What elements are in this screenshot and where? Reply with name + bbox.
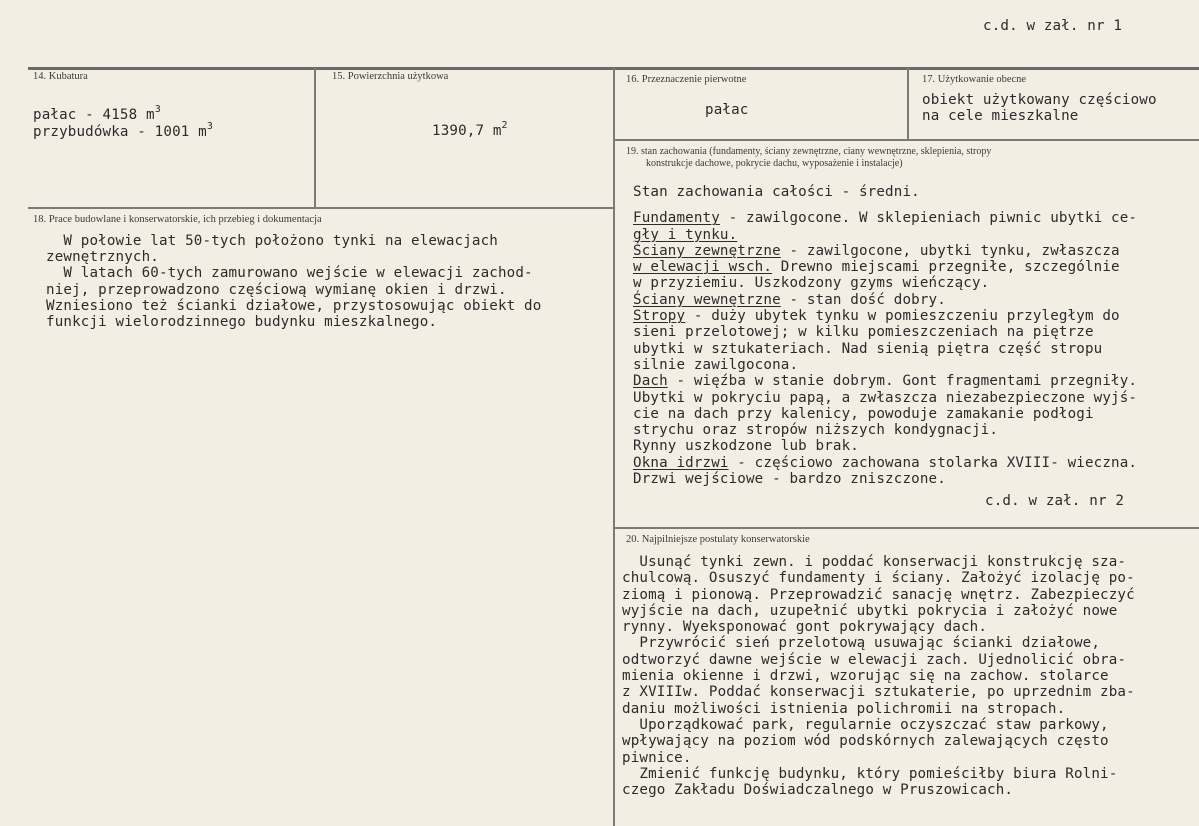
field-20-line: rynny. Wyeksponować gont pokrywający dach. — [622, 619, 988, 636]
field-18-label: 18. Prace budowlane i konserwatorskie, ich przebieg i dokumentacja — [33, 214, 322, 225]
fundamenty-heading: Fundamenty — [633, 210, 720, 227]
field-20-line: wyjście na dach, uzupełnić ubytki pokrycia i założyć nowe — [622, 602, 1118, 619]
sciany-wewn-heading: Ściany wewnętrzne — [633, 291, 781, 308]
sciany-zewn-line: Ściany zewnętrzne - zawilgocone, ubytki tynku, zwłaszcza — [633, 242, 1120, 259]
rule-below-14-15 — [28, 207, 614, 209]
field-15-label: 15. Powierzchnia użytkowa — [332, 71, 449, 82]
field-14-line2: przybudówka - 1001 $m^3$ — [33, 121, 214, 140]
fundamenty-line: Fundamenty - zawilgocone. W sklepieniach piwnic ubytki ce- — [633, 210, 1138, 227]
field-19-label-line1: 19. stan zachowania (fundamenty, ściany zewnętrzne, ciany wewnętrzne, sklepienia, stropy — [626, 146, 992, 157]
field-18-line: W latach 60-tych zamurowano wejście w elewacji zachod- — [46, 265, 533, 282]
fundamenty-line2: gły i tynku. — [633, 226, 738, 243]
field-20-line: Uporządkować park, regularnie oczyszczać staw parkowy, — [622, 716, 1109, 733]
field-20-line: mienia okienne i drzwi, wzorując się na zachow. stolarce — [622, 668, 1109, 685]
dach-line2: Ubytki w pokryciu papą, a zwłaszcza niezabezpieczone wyjś- — [633, 389, 1138, 406]
field-20-line: z XVIIIw. Poddać konserwacji sztukaterie, po uprzednim zba- — [622, 684, 1135, 701]
field-17-line2: na cele mieszkalne — [922, 108, 1079, 124]
field-20-line: odtworzyć dawne wejście w elewacji zach. Ujednolicić obra- — [622, 651, 1127, 668]
divider-left-right — [613, 68, 615, 826]
stropy-line2: sieni przelotowej; w kilku pomieszczeniach na piętrze — [633, 324, 1094, 341]
field-20-text — [622, 554, 1135, 798]
field-20-line: Usunąć tynki zewn. i poddać konserwacji konstrukcję sza- — [622, 554, 1127, 570]
field-20-label: 20. Najpilniejsze postulaty konserwatorskie — [626, 534, 810, 545]
field-20-line: piwnice. — [622, 749, 692, 766]
field-16-value: pałac — [705, 102, 749, 118]
dach-line4: strychu oraz stropów niższych kondygnacji. — [633, 422, 999, 439]
field-18-line: zewnętrznych. — [46, 249, 159, 266]
divider-16-17 — [907, 68, 909, 140]
dach-line: Dach - więźba w stanie dobrym. Gont fragmentami przegniły. — [633, 373, 1138, 390]
field-20-line: czego Zakładu Doświadczalnego w Pruszowicach. — [622, 782, 1014, 799]
field-18-line: niej, przeprowadzono częściową wymianę okien i drzwi. — [46, 281, 507, 298]
field-20-line: wpływający na poziom wód podskórnych zalewających często — [622, 733, 1109, 750]
continuation-note-top: c.d. w zał. nr 1 — [983, 18, 1123, 34]
field-16-label: 16. Przeznaczenie pierwotne — [626, 74, 747, 85]
okna-line: Okna idrzwi - częściowo zachowana stolarka XVIII- wieczna. — [633, 454, 1138, 471]
stropy-line4: silnie zawilgocona. — [633, 356, 799, 373]
field-15-value: 1390,7 $m^2$ — [432, 120, 508, 139]
dach-heading: Dach — [633, 373, 668, 390]
field-20-line: ziomą i pionową. Przeprowadzić sanację wnętrz. Zabezpieczyć — [622, 586, 1135, 603]
field-14-label: 14. Kubatura — [33, 71, 88, 82]
dach-line5: Rynny uszkodzone lub brak. — [633, 438, 859, 455]
field-14-line1: pałac - 4158 $m^3$ — [33, 104, 161, 123]
sciany-wewn-line: Ściany wewnętrzne - stan dość dobry. — [633, 291, 946, 308]
field-18-line: W połowie lat 50-tych położono tynki na elewacjach — [46, 233, 498, 249]
sciany-zewn-heading: Ściany zewnętrzne — [633, 242, 781, 259]
stropy-line3: ubytki w sztukateriach. Nad sienią piętra część stropu — [633, 340, 1103, 357]
divider-14-15 — [314, 68, 316, 208]
stropy-line: Stropy - duży ubytek tynku w pomieszczeniu przyległym do — [633, 308, 1120, 325]
field-18-line: funkcji wielorodzinnego budynku mieszkalnego. — [46, 314, 438, 331]
field-20-line: Zmienić funkcję budynku, który pomieściłby biura Rolni- — [622, 765, 1118, 782]
overall-condition: Stan zachowania całości - średni. — [633, 184, 920, 200]
sciany-zewn-line3: w przyziemiu. Uszkodzony gzyms wieńczący. — [633, 275, 990, 292]
field-19-label-line2: konstrukcje dachowe, pokrycie dachu, wyposażenie i instalacje) — [646, 158, 903, 169]
field-18-text — [46, 233, 541, 330]
field-20-line: chulcową. Osuszyć fundamenty i ściany. Założyć izolację po- — [622, 570, 1135, 587]
field-17-label: 17. Użytkowanie obecne — [922, 74, 1027, 85]
continuation-note-19: c.d. w zał. nr 2 — [985, 493, 1125, 509]
dach-line3: cie na dach przy kalenicy, powoduje zamakanie podłogi — [633, 405, 1094, 422]
field-18-line: Wzniesiono też ścianki działowe, przystosowując obiekt do — [46, 297, 542, 314]
field-20-line: Przywrócić sień przelotową usuwając ścianki działowe, — [622, 635, 1101, 652]
field-20-line: daniu możliwości istnienia polichromii na stropach. — [622, 700, 1066, 717]
field-19-text — [633, 184, 1137, 487]
okna-heading: Okna idrzwi — [633, 454, 729, 471]
stropy-heading: Stropy — [633, 308, 686, 325]
okna-line2: Drzwi wejściowe - bardzo zniszczone. — [633, 471, 946, 488]
rule-below-19 — [614, 527, 1199, 529]
sciany-zewn-line2: w elewacji wsch. Drewno miejscami przegniłe, szczególnie — [633, 259, 1120, 276]
field-17-line1: obiekt użytkowany częściowo — [922, 92, 1157, 108]
